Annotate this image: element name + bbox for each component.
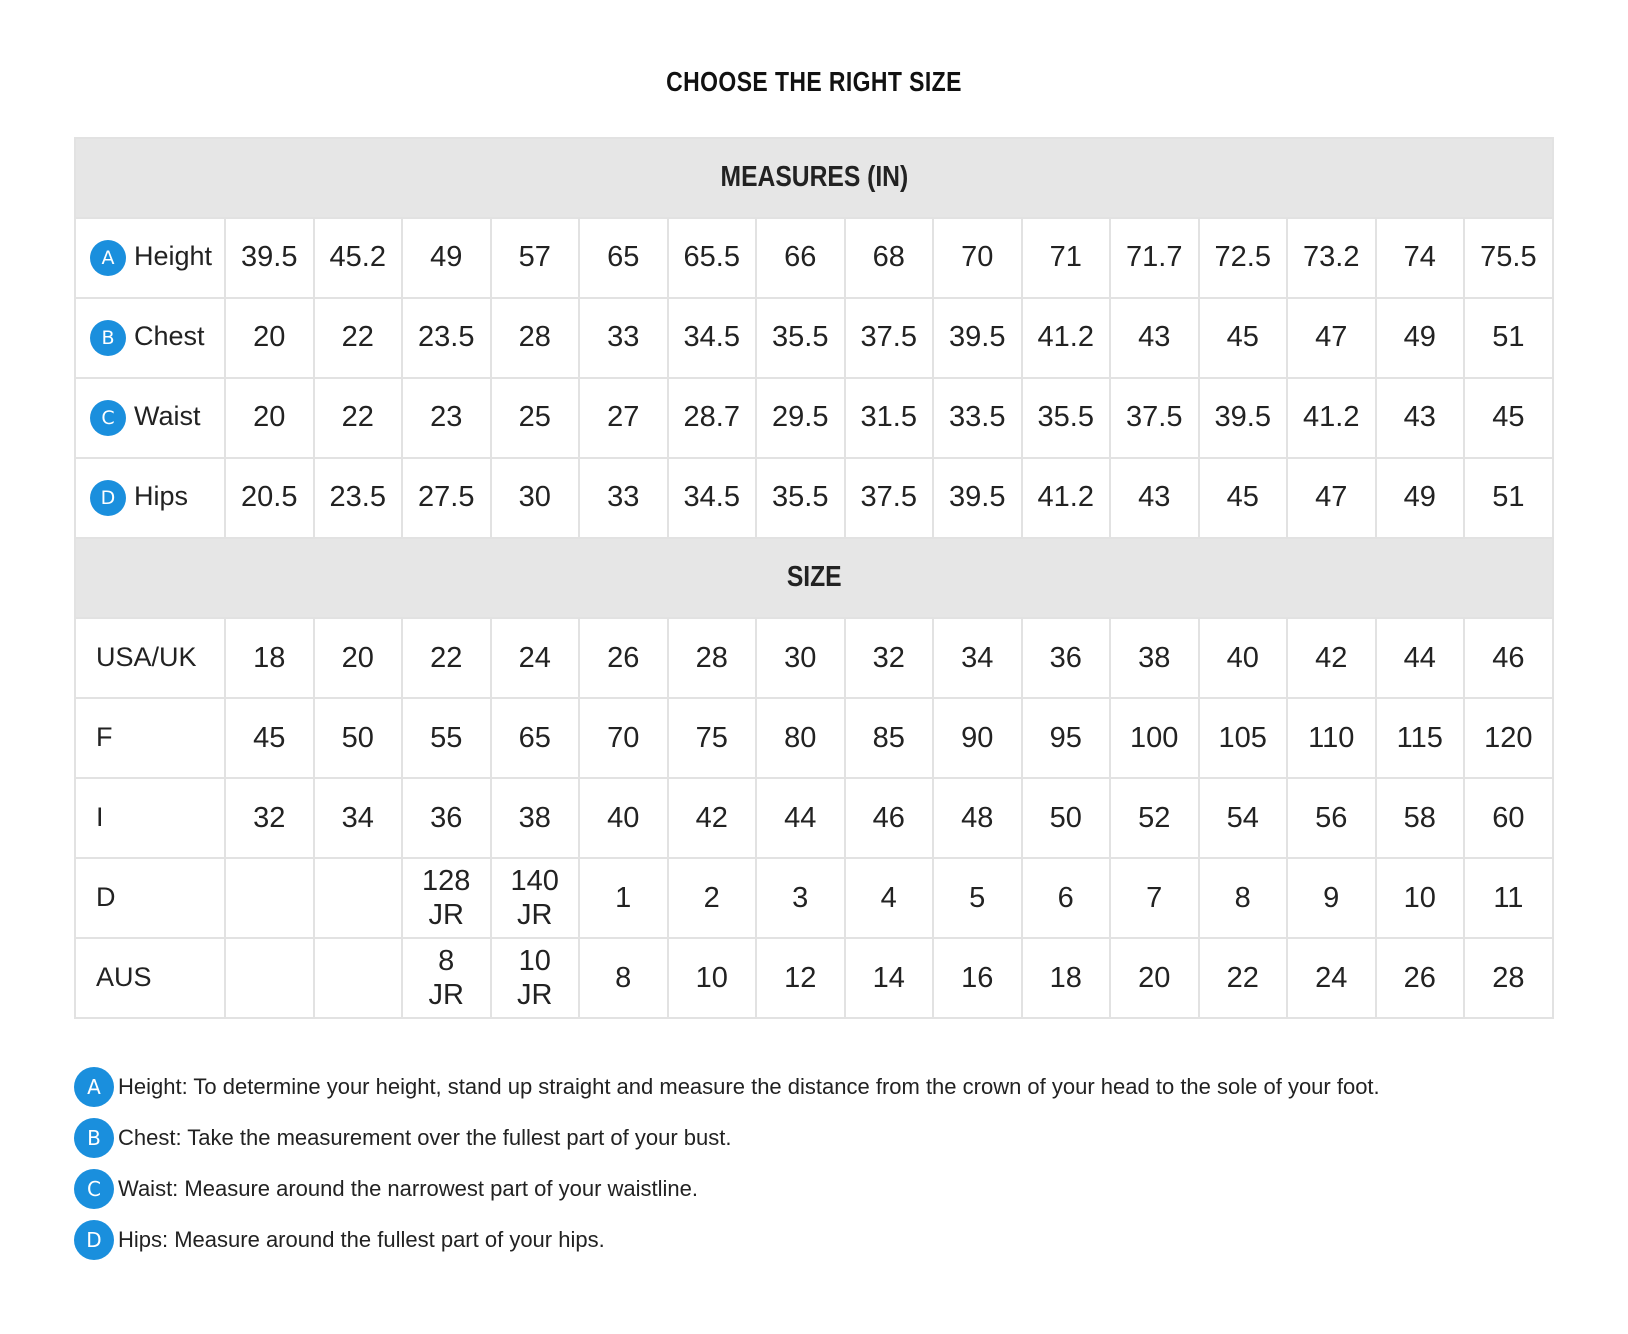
size-value-part: JR [517, 979, 553, 1011]
size-value-part: 46 [1492, 642, 1525, 674]
letter-badge-icon: C [90, 400, 126, 436]
measure-value-cell: 49 [1376, 298, 1465, 378]
size-value-part: 44 [1403, 642, 1436, 674]
measure-value-cell: 39.5 [1199, 378, 1288, 458]
measure-label: Hips [134, 481, 189, 512]
size-value-part: 45 [253, 722, 286, 754]
size-value-cell [1464, 938, 1553, 1018]
size-value-cell [933, 618, 1022, 698]
size-value-cell [668, 858, 757, 938]
measure-value-cell: 33 [579, 298, 668, 378]
measures-heading-label: MEASURES (IN) [720, 161, 908, 194]
measure-value-cell: 35.5 [756, 458, 845, 538]
size-value-cell [756, 618, 845, 698]
size-value-cell [225, 938, 314, 1018]
size-value-cell [491, 618, 580, 698]
size-system-label: D [75, 858, 225, 938]
size-value-part: 6 [1057, 882, 1074, 914]
measure-value-cell: 68 [845, 218, 934, 298]
size-chart-table [74, 137, 1554, 1019]
size-value-part: 26 [607, 642, 640, 674]
size-heading-row [75, 538, 1553, 618]
size-value-part: 10 [1403, 882, 1436, 914]
letter-badge-icon: C [74, 1169, 114, 1209]
measure-value-cell: 27 [579, 378, 668, 458]
size-value-cell [668, 778, 757, 858]
size-value-cell [1287, 698, 1376, 778]
size-value-part: 55 [430, 722, 463, 754]
size-value-cell [314, 618, 403, 698]
size-value-cell [1022, 618, 1111, 698]
size-value-cell [1110, 778, 1199, 858]
size-value-part: 22 [1226, 962, 1259, 994]
measure-value-cell: 29.5 [756, 378, 845, 458]
note-text: Waist: Measure around the narrowest part of your waistline. [118, 1176, 699, 1201]
size-value-cell [1287, 618, 1376, 698]
size-value-cell [845, 618, 934, 698]
size-value-part: 110 [1308, 722, 1355, 754]
size-value-part: 16 [961, 962, 994, 994]
size-value-cell [845, 938, 934, 1018]
note-item [74, 1220, 1574, 1260]
measure-value-cell: 41.2 [1022, 298, 1111, 378]
size-value-part: 24 [518, 642, 551, 674]
measure-value-cell: 34.5 [668, 298, 757, 378]
measure-value-cell: 51 [1464, 458, 1553, 538]
size-value-cell [756, 858, 845, 938]
measure-value-cell: 51 [1464, 298, 1553, 378]
size-value-cell [314, 938, 403, 1018]
size-value-part: 7 [1146, 882, 1163, 914]
measure-label-cell [75, 298, 225, 378]
measure-value-cell: 30 [491, 458, 580, 538]
measure-value-cell: 71 [1022, 218, 1111, 298]
size-value-cell [579, 858, 668, 938]
size-value-cell [756, 778, 845, 858]
size-value-cell [1464, 618, 1553, 698]
measures-heading [75, 138, 1553, 218]
size-value-cell [1376, 698, 1465, 778]
size-value-part: 54 [1226, 802, 1259, 834]
measure-value-cell: 45.2 [314, 218, 403, 298]
size-value-cell [402, 698, 491, 778]
size-value-part: 26 [1403, 962, 1436, 994]
size-value-part: 30 [784, 642, 817, 674]
size-value-cell [1199, 698, 1288, 778]
size-value-part: 128 [422, 865, 471, 897]
size-value-part: 14 [872, 962, 905, 994]
size-value-part: 85 [872, 722, 905, 754]
size-value-cell [491, 938, 580, 1018]
measure-value-cell: 47 [1287, 458, 1376, 538]
measure-value-cell: 41.2 [1287, 378, 1376, 458]
size-row-aus [75, 938, 1553, 1018]
measure-label-cell [75, 378, 225, 458]
measure-value-cell: 33.5 [933, 378, 1022, 458]
size-value-cell [933, 698, 1022, 778]
measure-label: Waist [134, 401, 201, 432]
size-value-part: 44 [784, 802, 817, 834]
size-value-part: 80 [784, 722, 817, 754]
measure-value-cell: 34.5 [668, 458, 757, 538]
measures-heading-row [75, 138, 1553, 218]
size-value-cell [756, 938, 845, 1018]
size-value-cell [845, 698, 934, 778]
measure-value-cell: 66 [756, 218, 845, 298]
size-value-cell [1022, 778, 1111, 858]
note-item [74, 1067, 1574, 1107]
size-value-cell [1464, 858, 1553, 938]
size-row-d [75, 858, 1553, 938]
size-value-part: 11 [1493, 882, 1524, 914]
size-value-part: 20 [1138, 962, 1171, 994]
measure-value-cell: 25 [491, 378, 580, 458]
measure-value-cell: 39.5 [933, 458, 1022, 538]
measure-value-cell: 39.5 [933, 298, 1022, 378]
size-value-part: 24 [1315, 962, 1348, 994]
size-value-part: 52 [1138, 802, 1171, 834]
size-value-part: 1 [615, 882, 632, 914]
size-value-part: 8 [1234, 882, 1251, 914]
size-value-cell [845, 778, 934, 858]
size-value-cell [579, 778, 668, 858]
size-system-label: AUS [75, 938, 225, 1018]
size-value-part: 36 [430, 802, 463, 834]
size-value-cell [933, 778, 1022, 858]
note-text: Chest: Take the measurement over the fullest part of your bust. [118, 1125, 732, 1150]
size-value-cell [756, 698, 845, 778]
size-row-i [75, 778, 1553, 858]
size-value-cell [225, 618, 314, 698]
measure-value-cell: 20 [225, 378, 314, 458]
size-value-cell [225, 698, 314, 778]
size-value-part: 50 [1049, 802, 1082, 834]
note-text: Hips: Measure around the fullest part of your hips. [118, 1227, 605, 1252]
measure-value-cell: 74 [1376, 218, 1465, 298]
size-value-cell [933, 938, 1022, 1018]
size-value-cell [225, 858, 314, 938]
measure-row-hips [75, 458, 1553, 538]
size-value-cell [1022, 858, 1111, 938]
size-value-cell [225, 778, 314, 858]
size-value-part: 70 [607, 722, 640, 754]
measure-value-cell: 65.5 [668, 218, 757, 298]
size-value-cell [1110, 938, 1199, 1018]
size-value-part: 115 [1396, 722, 1443, 754]
measure-label-cell [75, 458, 225, 538]
measure-value-cell: 37.5 [845, 458, 934, 538]
letter-badge-icon: D [90, 480, 126, 516]
measure-value-cell: 57 [491, 218, 580, 298]
size-value-part: 90 [961, 722, 994, 754]
letter-badge-icon: B [90, 320, 126, 356]
measure-value-cell: 45 [1199, 298, 1288, 378]
size-value-cell [1464, 778, 1553, 858]
size-value-cell [314, 858, 403, 938]
size-value-part: 8 [438, 945, 455, 977]
note-text: Height: To determine your height, stand up straight and measure the distance from the crown of your head to the sole of your foot. [118, 1074, 1380, 1099]
size-value-part: 40 [1226, 642, 1259, 674]
size-value-part: 100 [1130, 722, 1179, 754]
letter-badge-icon: A [74, 1067, 114, 1107]
measure-value-cell: 28 [491, 298, 580, 378]
size-value-cell [668, 698, 757, 778]
size-value-cell [1022, 938, 1111, 1018]
size-value-part: 9 [1323, 882, 1340, 914]
size-value-cell [1199, 938, 1288, 1018]
measure-value-cell: 20 [225, 298, 314, 378]
measure-value-cell: 72.5 [1199, 218, 1288, 298]
size-value-part: 140 [510, 865, 559, 897]
size-value-cell [1110, 858, 1199, 938]
size-value-part: 20 [341, 642, 374, 674]
size-value-part: 12 [784, 962, 817, 994]
size-value-part: JR [517, 899, 553, 931]
size-value-part: 50 [341, 722, 374, 754]
letter-badge-icon: B [74, 1118, 114, 1158]
size-value-cell [1376, 618, 1465, 698]
measure-value-cell: 41.2 [1022, 458, 1111, 538]
measure-row-height [75, 218, 1553, 298]
measure-value-cell: 31.5 [845, 378, 934, 458]
measure-row-waist [75, 378, 1553, 458]
size-value-cell [402, 858, 491, 938]
measure-value-cell: 43 [1376, 378, 1465, 458]
size-value-part: 95 [1049, 722, 1082, 754]
measure-label: Height [134, 241, 213, 272]
size-value-cell [1376, 778, 1465, 858]
measure-value-cell: 23.5 [314, 458, 403, 538]
measure-value-cell: 43 [1110, 298, 1199, 378]
size-value-cell [402, 938, 491, 1018]
size-value-part: 56 [1315, 802, 1348, 834]
size-system-label: F [75, 698, 225, 778]
size-value-part: 120 [1484, 722, 1533, 754]
size-value-part: JR [428, 979, 464, 1011]
measure-label: Chest [134, 321, 205, 352]
size-value-cell [1376, 858, 1465, 938]
size-value-part: 40 [607, 802, 640, 834]
size-value-cell [845, 858, 934, 938]
note-item [74, 1169, 1574, 1209]
measure-value-cell: 35.5 [1022, 378, 1111, 458]
measure-value-cell: 43 [1110, 458, 1199, 538]
measurement-notes [74, 1067, 1574, 1271]
size-value-part: 105 [1218, 722, 1267, 754]
size-value-part: 60 [1492, 802, 1525, 834]
size-value-part: 5 [969, 882, 986, 914]
note-item [74, 1118, 1574, 1158]
size-value-part: 36 [1049, 642, 1082, 674]
size-value-cell [579, 698, 668, 778]
measure-value-cell: 28.7 [668, 378, 757, 458]
size-value-part: 42 [1315, 642, 1348, 674]
size-value-part: 18 [1049, 962, 1082, 994]
measure-value-cell: 23.5 [402, 298, 491, 378]
measure-value-cell: 23 [402, 378, 491, 458]
size-value-cell [402, 618, 491, 698]
measure-value-cell: 27.5 [402, 458, 491, 538]
measure-value-cell: 37.5 [845, 298, 934, 378]
size-system-label: I [75, 778, 225, 858]
size-value-cell [1287, 938, 1376, 1018]
size-value-part: 3 [792, 882, 809, 914]
size-value-part: 34 [961, 642, 994, 674]
measure-value-cell: 65 [579, 218, 668, 298]
size-value-cell [402, 778, 491, 858]
measure-value-cell: 45 [1199, 458, 1288, 538]
measure-value-cell: 71.7 [1110, 218, 1199, 298]
measure-value-cell: 73.2 [1287, 218, 1376, 298]
size-value-part: 18 [253, 642, 286, 674]
size-heading [75, 538, 1553, 618]
size-value-cell [1287, 858, 1376, 938]
size-value-part: 28 [695, 642, 728, 674]
size-value-part: 10 [518, 945, 551, 977]
size-value-part: 48 [961, 802, 994, 834]
measure-value-cell: 20.5 [225, 458, 314, 538]
size-value-cell [1199, 858, 1288, 938]
size-value-cell [491, 698, 580, 778]
measure-value-cell: 47 [1287, 298, 1376, 378]
size-value-part: 4 [880, 882, 897, 914]
measure-value-cell: 33 [579, 458, 668, 538]
size-value-cell [1022, 698, 1111, 778]
size-row-f [75, 698, 1553, 778]
size-value-part: 58 [1403, 802, 1436, 834]
size-value-part: 2 [703, 882, 720, 914]
measure-value-cell: 75.5 [1464, 218, 1553, 298]
size-value-part: 46 [872, 802, 905, 834]
size-value-part: 75 [695, 722, 728, 754]
size-value-part: 65 [518, 722, 551, 754]
size-value-cell [1199, 618, 1288, 698]
size-value-part: 22 [430, 642, 463, 674]
size-value-cell [491, 858, 580, 938]
size-value-cell [1464, 698, 1553, 778]
measure-value-cell: 39.5 [225, 218, 314, 298]
size-value-part: 42 [695, 802, 728, 834]
measure-row-chest [75, 298, 1553, 378]
size-value-part: 38 [1138, 642, 1171, 674]
size-value-cell [1110, 698, 1199, 778]
size-value-cell [1376, 938, 1465, 1018]
size-value-cell [668, 938, 757, 1018]
measure-value-cell: 22 [314, 378, 403, 458]
size-value-cell [491, 778, 580, 858]
measure-value-cell: 35.5 [756, 298, 845, 378]
measure-value-cell: 37.5 [1110, 378, 1199, 458]
measure-value-cell: 49 [402, 218, 491, 298]
size-value-part: 10 [695, 962, 728, 994]
size-value-cell [1110, 618, 1199, 698]
size-value-cell [314, 778, 403, 858]
size-value-part: 32 [253, 802, 286, 834]
letter-badge-icon: D [74, 1220, 114, 1260]
measure-value-cell: 49 [1376, 458, 1465, 538]
size-value-part: 32 [872, 642, 905, 674]
size-value-cell [1287, 778, 1376, 858]
size-value-part: 8 [615, 962, 632, 994]
size-value-part: JR [428, 899, 464, 931]
size-value-cell [668, 618, 757, 698]
size-value-cell [933, 858, 1022, 938]
size-system-label: USA/UK [75, 618, 225, 698]
size-row-usa-uk [75, 618, 1553, 698]
size-value-part: 34 [341, 802, 374, 834]
page-title: CHOOSE THE RIGHT SIZE [666, 66, 962, 97]
size-value-cell [1199, 778, 1288, 858]
measure-label-cell [75, 218, 225, 298]
size-value-part: 28 [1492, 962, 1525, 994]
size-chart-body [75, 138, 1553, 1018]
size-value-cell [579, 938, 668, 1018]
size-heading-label: SIZE [786, 561, 842, 594]
measure-value-cell: 22 [314, 298, 403, 378]
letter-badge-icon: A [90, 240, 126, 276]
measure-value-cell: 45 [1464, 378, 1553, 458]
size-value-cell [314, 698, 403, 778]
size-value-cell [579, 618, 668, 698]
measure-value-cell: 70 [933, 218, 1022, 298]
size-value-part: 38 [518, 802, 551, 834]
